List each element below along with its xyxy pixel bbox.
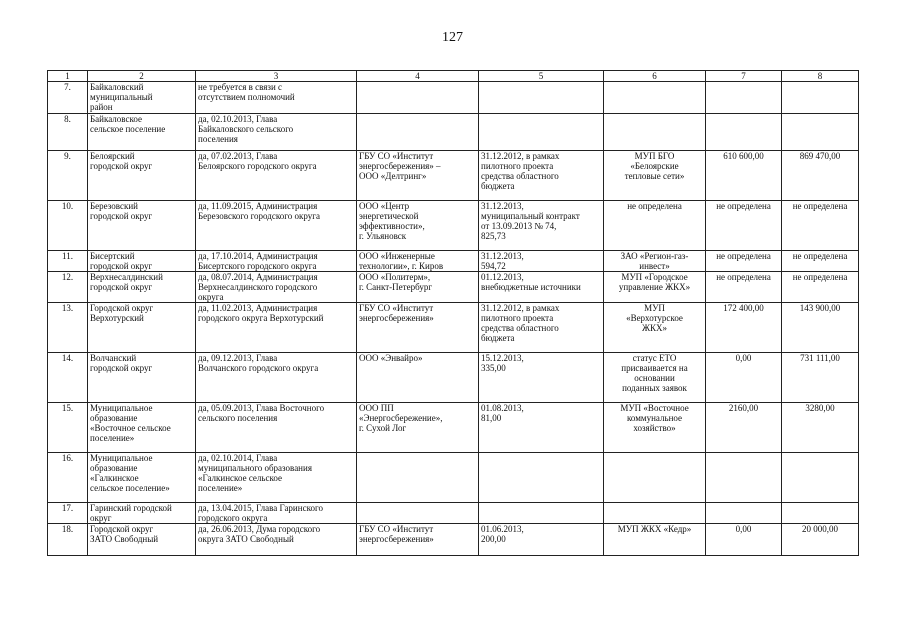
developer-org: [357, 114, 479, 151]
approval-info: да, 11.09.2015, Администрация Березовского городского округа: [196, 201, 357, 251]
cost-value-2: 143 900,00: [782, 303, 859, 353]
cost-value-1: 172 400,00: [706, 303, 782, 353]
table-row: [48, 453, 859, 503]
heat-supply-org: МУП БГО «Белоярские тепловые сети»: [604, 151, 706, 201]
approval-info: да, 05.09.2013, Глава Восточного сельского поселения: [196, 403, 357, 453]
heat-supply-org: статус ЕТО присваивается на основании поданных заявок: [604, 353, 706, 403]
row-number: 12.: [48, 272, 88, 303]
completion-date: 31.12.2012, в рамках пилотного проекта средства областного бюджета: [479, 303, 604, 353]
approval-info: да, 02.10.2013, Глава Байкаловского сельского поселения: [196, 114, 357, 151]
row-number: 11.: [48, 251, 88, 272]
developer-org: ООО «Центр энергетической эффективности», г. Ульяновск: [357, 201, 479, 251]
row-number: 7.: [48, 82, 88, 114]
heat-supply-org: ЗАО «Регион-газ- инвест»: [604, 251, 706, 272]
row-number: 9.: [48, 151, 88, 201]
approval-info: да, 11.02.2013, Администрация городского округа Верхотурский: [196, 303, 357, 353]
developer-org: ООО «Энвайро»: [357, 353, 479, 403]
developer-org: [357, 82, 479, 114]
heat-supply-org: МУП «Городское управление ЖКХ»: [604, 272, 706, 303]
municipality-name: Бисертский городской округ: [88, 251, 196, 272]
developer-org: [357, 503, 479, 524]
cost-value-2: [782, 82, 859, 114]
column-header: 1: [48, 71, 88, 82]
completion-date: [479, 503, 604, 524]
table-row: [48, 403, 859, 453]
table-row: [48, 503, 859, 524]
row-number: 8.: [48, 114, 88, 151]
municipality-name: Городской округ Верхотурский: [88, 303, 196, 353]
column-header: 3: [196, 71, 357, 82]
cost-value-1: 0,00: [706, 353, 782, 403]
developer-org: ГБУ СО «Институт энергосбережения»: [357, 524, 479, 556]
cost-value-2: [782, 114, 859, 151]
cost-value-2: [782, 453, 859, 503]
cost-value-1: [706, 114, 782, 151]
approval-info: да, 07.02.2013, Глава Белоярского городского округа: [196, 151, 357, 201]
approval-info: да, 26.06.2013, Дума городского округа ЗАТО Свободный: [196, 524, 357, 556]
heat-supply-org: МУП ЖКХ «Кедр»: [604, 524, 706, 556]
municipality-name: Муниципальное образование «Галкинское сельское поселение»: [88, 453, 196, 503]
developer-org: [357, 453, 479, 503]
column-header: 6: [604, 71, 706, 82]
completion-date: 01.12.2013, внебюджетные источники: [479, 272, 604, 303]
cost-value-2: не определена: [782, 251, 859, 272]
completion-date: 15.12.2013, 335,00: [479, 353, 604, 403]
cost-value-1: не определена: [706, 251, 782, 272]
document-table: [47, 70, 859, 556]
developer-org: ООО ПП «Энергосбережение», г. Сухой Лог: [357, 403, 479, 453]
municipality-name: Гаринский городской округ: [88, 503, 196, 524]
municipality-name: Байкаловское сельское поселение: [88, 114, 196, 151]
approval-info: да, 09.12.2013, Глава Волчанского городского округа: [196, 353, 357, 403]
heat-supply-org: МУП «Верхотурское ЖКХ»: [604, 303, 706, 353]
approval-info: да, 08.07.2014, Администрация Верхнесалдинского городского округа: [196, 272, 357, 303]
cost-value-1: [706, 503, 782, 524]
cost-value-1: [706, 82, 782, 114]
table-row: [48, 82, 859, 114]
column-header: 2: [88, 71, 196, 82]
developer-org: ГБУ СО «Институт энергосбережения» – ООО «Делтринг»: [357, 151, 479, 201]
completion-date: [479, 82, 604, 114]
cost-value-1: 610 600,00: [706, 151, 782, 201]
municipality-name: Березовский городской округ: [88, 201, 196, 251]
heat-supply-org: [604, 114, 706, 151]
completion-date: 01.06.2013, 200,00: [479, 524, 604, 556]
row-number: 15.: [48, 403, 88, 453]
row-number: 16.: [48, 453, 88, 503]
row-number: 14.: [48, 353, 88, 403]
approval-info: да, 17.10.2014, Администрация Бисертского городского округа: [196, 251, 357, 272]
cost-value-2: 869 470,00: [782, 151, 859, 201]
municipality-name: Муниципальное образование «Восточное сельское поселение»: [88, 403, 196, 453]
heat-supply-org: не определена: [604, 201, 706, 251]
table-row: [48, 251, 859, 272]
completion-date: 31.12.2012, в рамках пилотного проекта средства областного бюджета: [479, 151, 604, 201]
heat-supply-org: [604, 503, 706, 524]
developer-org: ООО «Инженерные технологии», г. Киров: [357, 251, 479, 272]
cost-value-2: 20 000,00: [782, 524, 859, 556]
municipality-name: Белоярский городской округ: [88, 151, 196, 201]
developer-org: ГБУ СО «Институт энергосбережения»: [357, 303, 479, 353]
completion-date: [479, 453, 604, 503]
municipality-name: Байкаловский муниципальный район: [88, 82, 196, 114]
cost-value-1: 0,00: [706, 524, 782, 556]
cost-value-2: 3280,00: [782, 403, 859, 453]
approval-info: не требуется в связи с отсутствием полномочий: [196, 82, 357, 114]
heat-supply-org: [604, 82, 706, 114]
table-row: [48, 201, 859, 251]
column-header: 7: [706, 71, 782, 82]
cost-value-1: [706, 453, 782, 503]
page-number: 127: [442, 30, 463, 45]
row-number: 18.: [48, 524, 88, 556]
row-number: 13.: [48, 303, 88, 353]
cost-value-2: [782, 503, 859, 524]
table-row: [48, 114, 859, 151]
completion-date: [479, 114, 604, 151]
table-row: [48, 303, 859, 353]
row-number: 10.: [48, 201, 88, 251]
approval-info: да, 13.04.2015, Глава Гаринского городского округа: [196, 503, 357, 524]
column-header: 5: [479, 71, 604, 82]
table-row: [48, 524, 859, 556]
row-number: 17.: [48, 503, 88, 524]
cost-value-1: 2160,00: [706, 403, 782, 453]
heat-supply-org: МУП «Восточное коммунальное хозяйство»: [604, 403, 706, 453]
table-row: [48, 353, 859, 403]
cost-value-1: не определена: [706, 272, 782, 303]
cost-value-2: не определена: [782, 272, 859, 303]
table-row: [48, 151, 859, 201]
column-header: 8: [782, 71, 859, 82]
table-row: [48, 272, 859, 303]
completion-date: 01.08.2013, 81,00: [479, 403, 604, 453]
heat-supply-org: [604, 453, 706, 503]
cost-value-1: не определена: [706, 201, 782, 251]
completion-date: 31.12.2013, 594,72: [479, 251, 604, 272]
municipality-name: Волчанский городской округ: [88, 353, 196, 403]
cost-value-2: 731 111,00: [782, 353, 859, 403]
completion-date: 31.12.2013, муниципальный контракт от 13.09.2013 № 74, 825,73: [479, 201, 604, 251]
municipality-name: Городской округ ЗАТО Свободный: [88, 524, 196, 556]
column-header: 4: [357, 71, 479, 82]
approval-info: да, 02.10.2014, Глава муниципального образования «Галкинское сельское поселение»: [196, 453, 357, 503]
column-number-row: [48, 71, 859, 82]
cost-value-2: не определена: [782, 201, 859, 251]
developer-org: ООО «Политерм», г. Санкт-Петербург: [357, 272, 479, 303]
municipality-name: Верхнесалдинский городской округ: [88, 272, 196, 303]
